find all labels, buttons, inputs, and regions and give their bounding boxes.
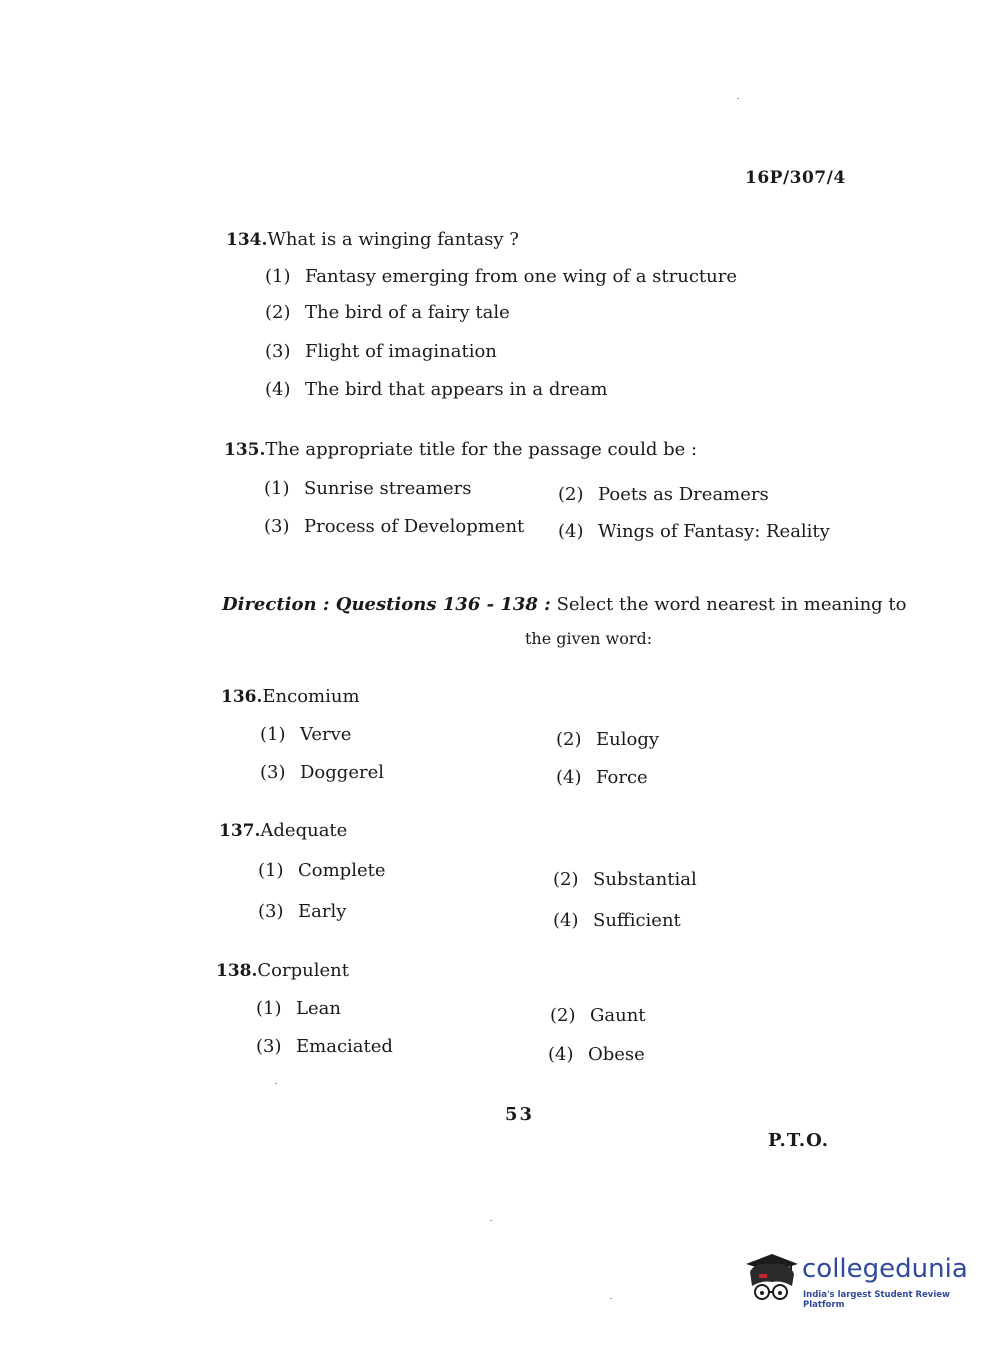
option: (1) Verve bbox=[260, 724, 352, 745]
brand-tagline: India's largest Student Review Platform bbox=[803, 1290, 950, 1310]
direction-label: Direction : Questions 136 - 138 : bbox=[222, 594, 551, 615]
option: (3) Emaciated bbox=[256, 1036, 393, 1057]
question-138 bbox=[216, 960, 349, 981]
question-135 bbox=[224, 439, 697, 460]
question-text: What is a winging fantasy ? bbox=[267, 229, 519, 250]
question-number: 138. bbox=[216, 961, 258, 981]
question-text: Adequate bbox=[260, 820, 348, 841]
option: (2) Substantial bbox=[553, 869, 697, 890]
direction-text: Select the word nearest in meaning to bbox=[556, 594, 907, 615]
option: (2) Poets as Dreamers bbox=[558, 484, 769, 505]
question-text: Encomium bbox=[262, 686, 360, 707]
option: (4) Force bbox=[556, 767, 648, 788]
option: (4) Obese bbox=[548, 1044, 645, 1065]
collegedunia-logo bbox=[742, 1250, 972, 1310]
direction bbox=[222, 594, 907, 615]
option: (2) Eulogy bbox=[556, 729, 660, 750]
brand-name: collegedunia bbox=[802, 1254, 968, 1284]
option: (1) Fantasy emerging from one wing of a structure bbox=[265, 266, 737, 287]
direction-text-line2: the given word: bbox=[525, 629, 653, 648]
question-number: 134. bbox=[226, 230, 268, 250]
question-number: 136. bbox=[221, 687, 263, 707]
question-number: 137. bbox=[219, 821, 261, 841]
option: (4) Wings of Fantasy: Reality bbox=[558, 521, 830, 542]
option: (1) Lean bbox=[256, 998, 341, 1019]
option: (3) Process of Development bbox=[264, 516, 525, 537]
page-number: 53 bbox=[505, 1104, 535, 1125]
question-136 bbox=[221, 686, 360, 707]
option: (4) The bird that appears in a dream bbox=[265, 379, 608, 400]
question-134 bbox=[226, 229, 519, 250]
option: (3) Doggerel bbox=[260, 762, 384, 783]
option: (3) Flight of imagination bbox=[265, 341, 497, 362]
question-137 bbox=[219, 820, 347, 841]
option: (1) Sunrise streamers bbox=[264, 478, 472, 499]
question-number: 135. bbox=[224, 440, 266, 460]
option: (2) The bird of a fairy tale bbox=[265, 302, 510, 323]
option: (2) Gaunt bbox=[550, 1005, 646, 1026]
question-text: Corpulent bbox=[257, 960, 349, 981]
option: (1) Complete bbox=[258, 860, 386, 881]
option: (4) Sufficient bbox=[553, 910, 681, 931]
option: (3) Early bbox=[258, 901, 347, 922]
pto-label: P.T.O. bbox=[768, 1130, 830, 1151]
paper-code: 16P/307/4 bbox=[745, 168, 846, 188]
mascot-graduate-icon bbox=[742, 1250, 802, 1310]
question-text: The appropriate title for the passage could be : bbox=[265, 439, 698, 460]
